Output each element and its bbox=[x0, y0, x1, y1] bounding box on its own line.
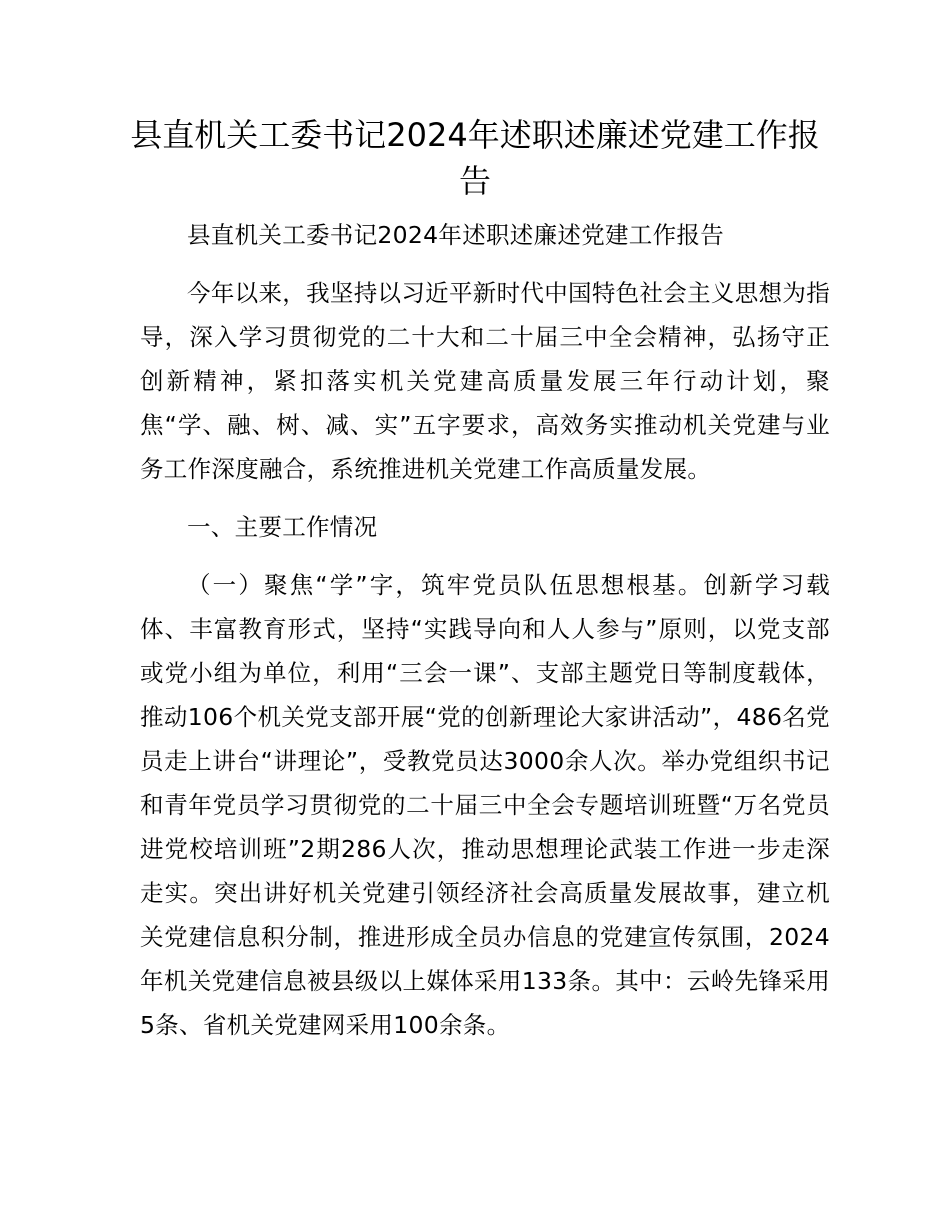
intro-paragraph: 今年以来，我坚持以习近平新时代中国特色社会主义思想为指导，深入学习贯彻党的二十大和二十届三中全会精神，弘扬守正创新精神，紧扣落实机关党建高质量发展三年行动计划，聚焦“学、融、树、减、实”五字要求，高效务实推动机关党建与业务工作深度融合，系统推进机关党建工作高质量发展。 bbox=[140, 279, 830, 483]
section-heading: 一、主要工作情况 bbox=[187, 513, 378, 541]
subtitle-paragraph: 县直机关工委书记2024年述职述廉述党建工作报告 bbox=[187, 221, 725, 249]
section-paragraph: （一）聚焦“学”字，筑牢党员队伍思想根基。创新学习载体、丰富教育形式，坚持“实践导向和人人参与”原则，以党支部或党小组为单位，利用“三会一课”、支部主题党日等制度载体，推动106个机关党支部开展“党的创新理论大家讲活动”，486名党员走上讲台“讲理论”，受教党员达3000余人次。举办党组织书记和青年党员学习贯彻党的二十届三中全会专题培训班暨“万名党员进党校培训班”2期286人次，推动思想理论武装工作进一步走深走实。突出讲好机关党建引领经济社会高质量发展故事，建立机关党建信息积分制，推进形成全员办信息的党建宣传氛围，2024年机关党建信息被县级以上媒体采用133条。其中：云岭先锋采用5条、省机关党建网采用100余条。 bbox=[140, 571, 830, 1039]
document-body bbox=[140, 213, 830, 1061]
document-title: 县直机关工委书记2024年述职述廉述党建工作报告 bbox=[130, 116, 820, 200]
